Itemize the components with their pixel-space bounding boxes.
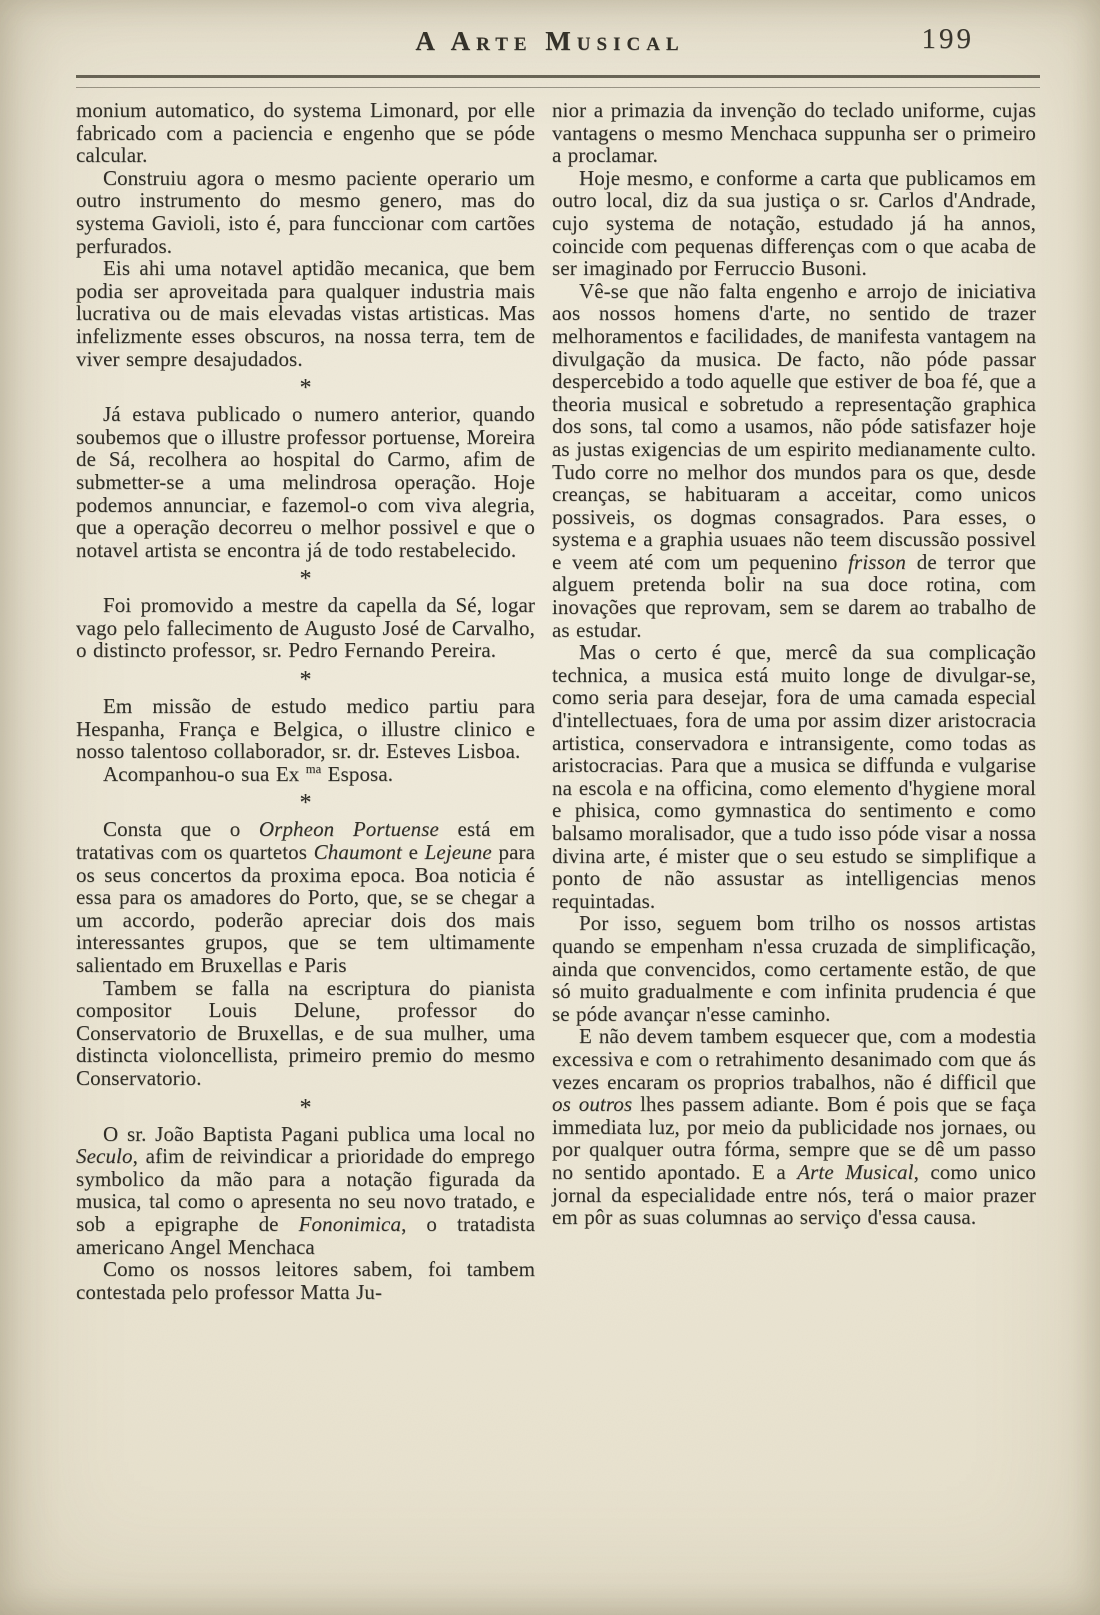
paragraph: [76, 818, 535, 976]
paragraph: [76, 695, 535, 763]
section-divider: *: [299, 375, 312, 402]
paragraph: [76, 167, 535, 257]
body-text: Por isso, seguem bom trilho os nossos artistas quando se empenham n'essa cruzada de simplificação, ainda que convencidos, como certamente estão, de que só muito gradualmente e com infinita prudencia é que se póde avançar n'esse caminho.: [552, 911, 1036, 1026]
section-divider: *: [299, 566, 312, 593]
body-text: de terror que alguem pretenda bolir na sua doce rotina, com inovações que reprovam, sem se darem ao trabalho de as estudar.: [552, 549, 1036, 642]
journal-title: A Arte Musical: [415, 26, 685, 56]
body-text: E não devem tambem esquecer que, com a modestia excessiva e com o retrahimento desanimado com que ás vezes encaram os proprios trabalhos, não é difficil que: [552, 1024, 1036, 1094]
body-text: O sr. João Baptista Pagani publica uma local no: [103, 1121, 535, 1146]
header-rule: [76, 75, 1040, 88]
body-text: está em tratativas com os quartetos: [76, 817, 535, 865]
body-text: , o tratadista americano Angel Menchaca: [76, 1211, 535, 1259]
section-divider: *: [299, 790, 312, 817]
italic-text: Arte Musical: [797, 1159, 914, 1184]
body-text: Eis ahi uma notavel aptidão mecanica, que bem podia ser aproveitada para qualquer industria mais lucrativa ou de mais elevadas vistas artisticas. Mas infelizmente esses obscuros, na nossa terra, tem de viver sempre desajudados.: [76, 256, 535, 371]
body-text: Tambem se falla na escriptura do pianista compositor Louis Delune, professor do Conservatorio de Bruxellas, e de sua mulher, uma distincta violoncellista, primeiro premio do mesmo Conservatorio.: [76, 975, 535, 1090]
body-text: , como unico jornal da especialidade entre nós, terá o maior prazer em pôr as suas columnas ao serviço d'essa causa.: [552, 1159, 1037, 1230]
italic-text: Chaumont: [313, 840, 402, 865]
italic-text: Orpheon Portuense: [258, 817, 439, 842]
italic-text: os outros: [552, 1092, 633, 1117]
paragraph: [552, 1025, 1036, 1228]
body-text: Foi promovido a mestre da capella da Sé, logar vago pelo fallecimento de Augusto José de Carvalho, o distincto professor, sr. Pedro Fernando Pereira.: [76, 593, 535, 663]
paragraph: [552, 912, 1036, 1025]
paragraph: [76, 403, 535, 561]
right-column: [552, 99, 1036, 1303]
paragraph: [552, 280, 1036, 642]
section-divider: *: [299, 667, 312, 694]
page-number: 199: [921, 23, 974, 55]
body-text: Construiu agora o mesmo paciente operario um outro instrumento do mesmo genero, mas do systema Gavioli, isto é, para funccionar com cartões perfurados.: [76, 165, 535, 258]
paragraph: [76, 1123, 535, 1259]
body-text: , afim de reivindicar a prioridade do emprego symbolico da mão para a notação figurada da musica, tal como o apresenta no seu novo tratado, e sob a epigraphe de: [76, 1144, 535, 1236]
italic-text: Fononimica: [298, 1211, 402, 1236]
paragraph: [76, 594, 535, 662]
body-text: para os seus concertos da proxima epoca. Boa noticia é essa para os amadores do Porto, que, se se chegar a um accordo, poderão apreciar dois dos mais interessantes grupos, que se tem ultimamente salientado em Bruxellas e Paris: [76, 840, 536, 977]
left-column: [76, 99, 535, 1303]
paragraph: [76, 257, 535, 370]
text-columns: [0, 88, 1100, 1303]
paragraph: [552, 641, 1036, 912]
paragraph: [76, 1258, 535, 1303]
paragraph: [552, 167, 1036, 280]
italic-text: Seculo: [76, 1144, 133, 1169]
body-text: Em missão de estudo medico partiu para Hespanha, França e Belgica, o illustre clinico e nosso talentoso collaborador, sr. dr. Esteves Lisboa.: [76, 694, 535, 764]
body-text: Consta que o: [103, 817, 259, 842]
page-header: [0, 0, 1100, 68]
body-text: monium automatico, do systema Limonard, por elle fabricado com a paciencia e engenho que se póde calcular.: [76, 98, 535, 168]
body-text: Mas o certo é que, mercê da sua complicação technica, a musica está muito longe de divulgar-se, como seria para desejar, fora de uma camada especial d'intellectuaes, fora de uma por assim dizer aristocracia artistica, conservadora e intransigente, como todas as aristocracias. Para que a musica se diffunda e vulgarise na escola e na officina, como elemento d'hygiene moral e phisica, como gymnastica do sentimento e como balsamo moralisador, que a tudo isso póde visar a nossa divina arte, é mister que o seu estudo se simplifique a ponto de não assustar as intelligencias menos requintadas.: [552, 640, 1036, 913]
paragraph: [76, 763, 535, 786]
body-text: Acompanhou-o sua Ex: [103, 761, 306, 786]
paragraph: [552, 99, 1036, 167]
body-text: Já estava publicado o numero anterior, quando soubemos que o illustre professor portuense, Moreira de Sá, recolhera ao hospital do Carmo, afim de submetter-se a uma melindrosa operação. Hoje podemos annunciar, e fazemol-o com viva alegria, que a operação decorreu o melhor possivel e que o notavel artista se encontra já de todo restabelecido.: [76, 402, 535, 562]
body-text: lhes passem adiante. Bom é pois que se faça immediata luz, por meio da publicidade nos jornaes, ou por qualquer outra fórma, sempre que se dê um passo no sentido apontado. E a: [552, 1092, 1036, 1184]
superscript-text: ma: [305, 761, 322, 776]
paragraph: [76, 977, 535, 1090]
body-text: Como os nossos leitores sabem, foi tambem contestada pelo professor Matta Ju-: [76, 1257, 535, 1304]
italic-text: Lejeune: [424, 840, 492, 865]
body-text: nior a primazia da invenção do teclado uniforme, cujas vantagens o mesmo Menchaca suppunha ser o primeiro a proclamar.: [552, 98, 1036, 168]
body-text: e: [401, 840, 425, 865]
paragraph: [76, 99, 535, 167]
section-divider: *: [299, 1094, 312, 1121]
body-text: Hoje mesmo, e conforme a carta que publicamos em outro local, diz da sua justiça o sr. Carlos d'Andrade, cujo systema de notação, estudado já ha annos, coincide com pequenas differenças com o que acaba de ser imaginado por Ferruccio Busoni.: [552, 165, 1036, 281]
body-text: Esposa.: [321, 761, 394, 786]
body-text: Vê-se que não falta engenho e arrojo de iniciativa aos nossos homens d'arte, no sentido de trazer melhoramentos e facilidades, de manifesta vantagem na divulgação da musica. De facto, não póde passar despercebido a todo aquelle que estiver de boa fé, que a theoria musical e sobretudo a representação graphica dos sons, tal como a usamos, não póde satisfazer hoje as justas exigencias de um espirito medianamente culto. Tudo corre no melhor dos mundos para os que, desde creanças, se habituaram a acceitar, como unicos possiveis, os dogmas consagrados. Para esses, o systema e a graphia usuaes não teem discussão possivel e veem até com um pequenino: [552, 278, 1036, 574]
italic-text: frisson: [848, 549, 907, 574]
